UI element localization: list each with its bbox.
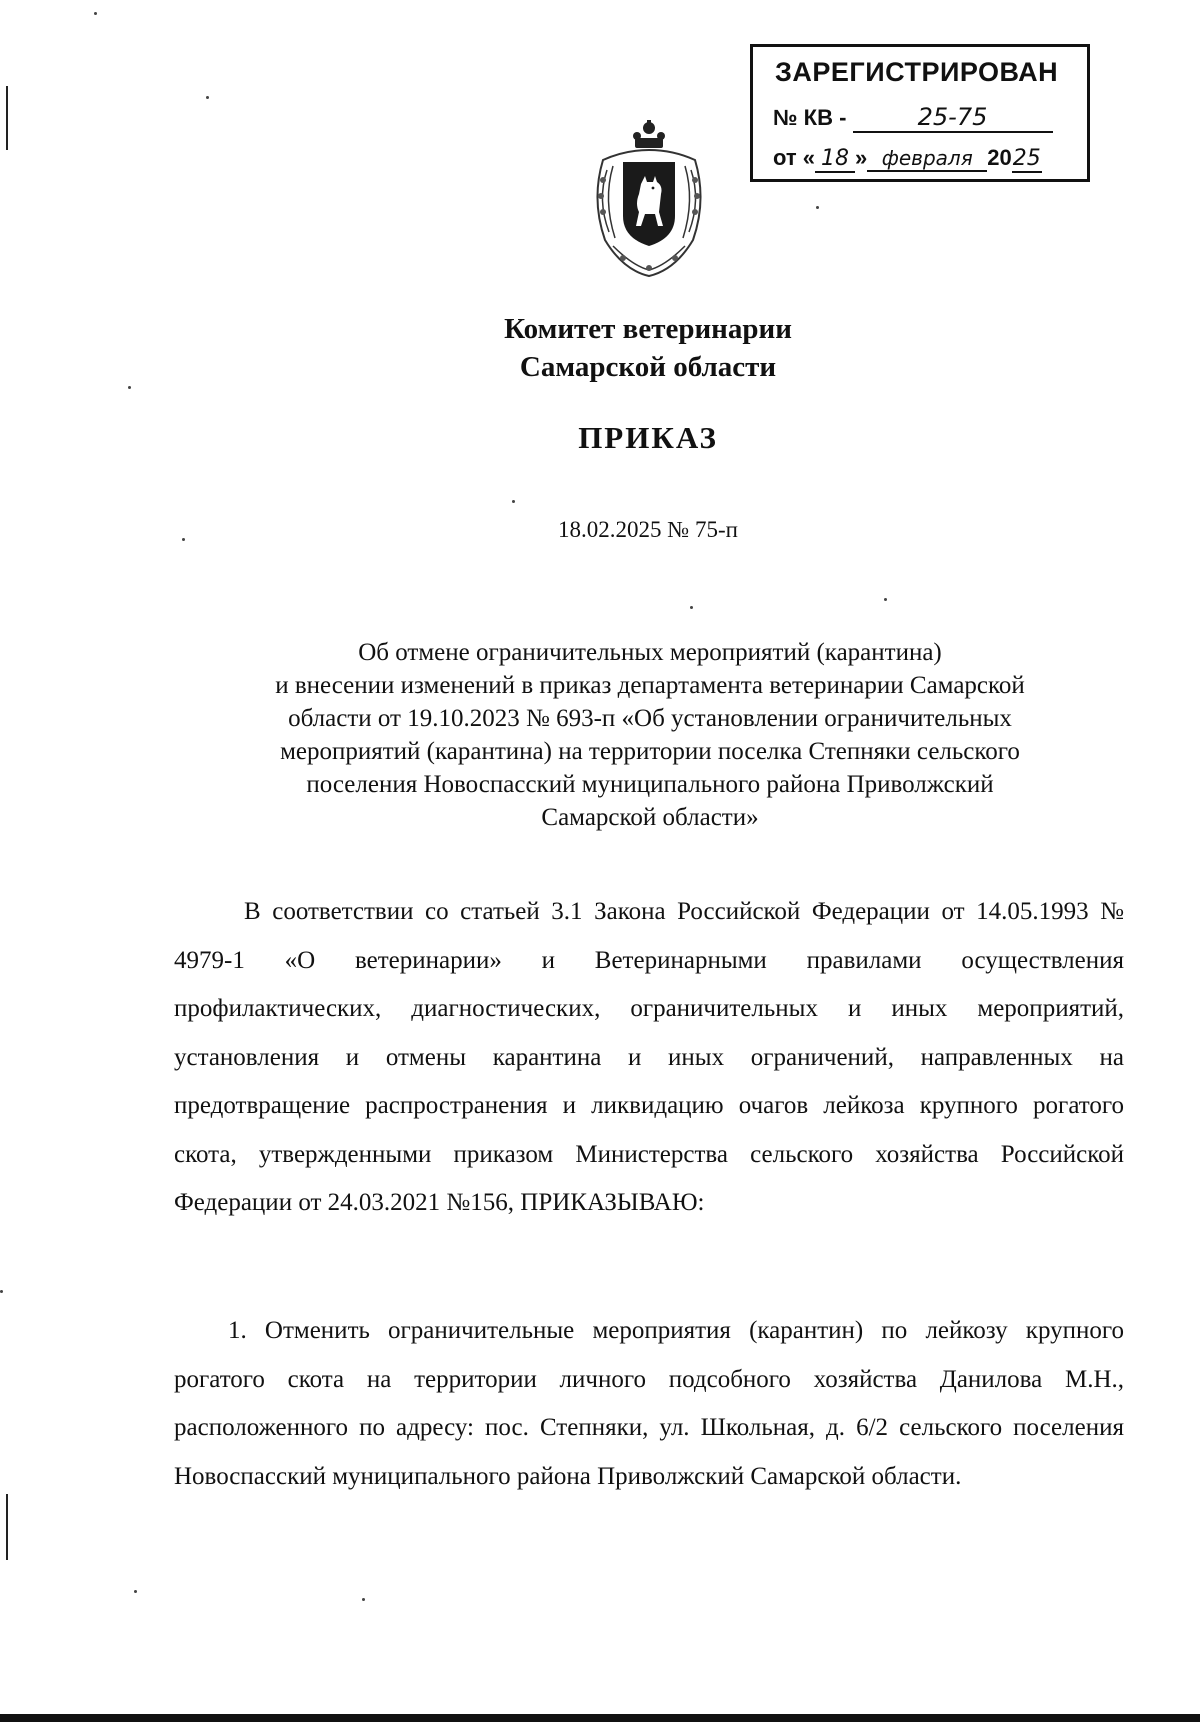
document-number: 18.02.2025 № 75-п [558, 517, 738, 542]
scan-speck [206, 96, 209, 99]
scan-margin-mark [6, 86, 8, 150]
subject-line: Об отмене ограничительных мероприятий (карантина) [358, 639, 942, 666]
scan-speck [94, 12, 97, 15]
subject-line: области от 19.10.2023 № 693-п «Об установлении ограничительных [288, 705, 1012, 732]
org-name-line1: Комитет ветеринарии [504, 313, 792, 345]
subject-line: и внесении изменений в приказ департамента ветеринарии Самарской [275, 672, 1025, 699]
scan-speck [884, 598, 887, 601]
scan-speck [690, 606, 693, 609]
org-name-line2: Самарской области [519, 351, 777, 383]
registration-stamp [750, 44, 1090, 182]
scan-speck [182, 538, 185, 541]
subject-line: поселения Новоспасский муниципального района Приволжский [306, 771, 994, 798]
stamp-number-line [773, 103, 1053, 133]
scan-speck [816, 206, 819, 209]
scan-bottom-edge [0, 1714, 1200, 1722]
scan-speck [362, 1598, 365, 1601]
scan-speck [0, 1290, 3, 1293]
scan-speck [512, 500, 515, 503]
samara-coat-of-arms-icon [583, 120, 715, 280]
stamp-date-prefix: от « [773, 145, 816, 170]
scan-speck [134, 1590, 137, 1593]
order-item-1: 1. Отменить ограничительные мероприятия (карантин) по лейкозу крупного рогатого скота на территории личного подсобного хозяйства Данилова М.Н., расположенного по адресу: пос. Степняки, ул. Школьная, д. 6/2 сельского поселения Новоспасский муниципального района Приволжский Самарской области. [174, 1317, 1124, 1490]
stamp-date-year-prefix: 20 [987, 145, 1012, 170]
document-subject [218, 636, 1082, 834]
stamp-date-year-suffix: 25 [1012, 146, 1041, 171]
subject-line: мероприятий (карантина) на территории поселка Степняки сельского [280, 738, 1020, 765]
stamp-date-sep: » [855, 145, 868, 170]
scan-margin-mark [6, 1494, 8, 1560]
stamp-number-value: 25-75 [853, 103, 1053, 133]
stamp-title: ЗАРЕГИСТРИРОВАН [775, 57, 1059, 87]
subject-line: Самарской области» [541, 804, 759, 831]
scan-speck [128, 386, 131, 389]
stamp-number-label: № КВ - [773, 105, 847, 130]
stamp-date-month: февраля [867, 146, 987, 172]
preamble-paragraph: В соответствии со статьей 3.1 Закона Российской Федерации от 14.05.1993 № 4979-1 «О ветеринарии» и Ветеринарными правилами осуществления профилактических, диагностических, ограничительных и иных мероприятий, установления и отмены карантина и иных ограничений, направленных на предотвращение распространения и ликвидацию очагов лейкоза крупного рогатого скота, утвержденными приказом Министерства сельского хозяйства Российской Федерации от 24.03.2021 №156, ПРИКАЗЫВАЮ: [174, 898, 1124, 1216]
stamp-date-line [773, 145, 1042, 173]
document-type: ПРИКАЗ [578, 420, 718, 455]
stamp-date-day: 18 [815, 146, 855, 173]
